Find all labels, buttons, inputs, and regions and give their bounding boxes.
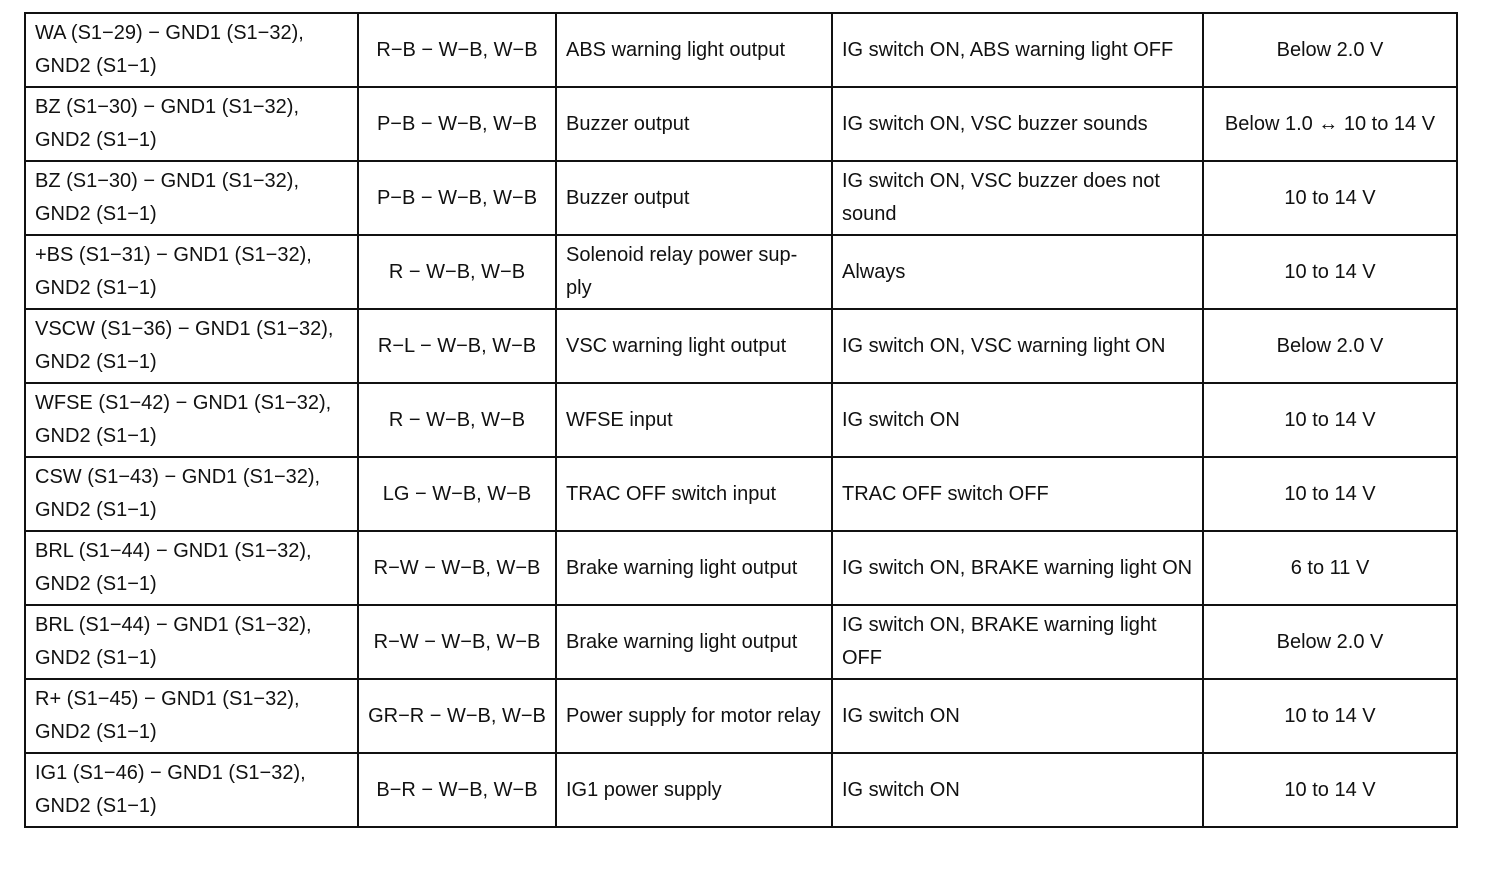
wiring-color-cell: R−W − W−B, W−B bbox=[358, 605, 556, 679]
description-cell: Brake warning light output bbox=[556, 531, 832, 605]
wiring-color-cell: B−R − W−B, W−B bbox=[358, 753, 556, 827]
wiring-color-cell: P−B − W−B, W−B bbox=[358, 87, 556, 161]
condition-cell: IG switch ON, VSC warning light ON bbox=[832, 309, 1203, 383]
terminal-spec-table bbox=[24, 12, 1458, 828]
condition-cell: IG switch ON, BRAKE warning light OFF bbox=[832, 605, 1203, 679]
condition-cell: IG switch ON, ABS warning light OFF bbox=[832, 13, 1203, 87]
wiring-color-cell: R − W−B, W−B bbox=[358, 235, 556, 309]
specified-condition-cell: 10 to 14 V bbox=[1203, 457, 1457, 531]
table-row bbox=[25, 457, 1457, 531]
description-cell: Buzzer output bbox=[556, 87, 832, 161]
wiring-color-cell: LG − W−B, W−B bbox=[358, 457, 556, 531]
table-row bbox=[25, 87, 1457, 161]
specified-condition-cell: 10 to 14 V bbox=[1203, 383, 1457, 457]
terminal-cell: VSCW (S1−36) − GND1 (S1−32), GND2 (S1−1) bbox=[25, 309, 358, 383]
wiring-color-cell: R−B − W−B, W−B bbox=[358, 13, 556, 87]
specified-condition-cell: 10 to 14 V bbox=[1203, 753, 1457, 827]
description-cell: ABS warning light output bbox=[556, 13, 832, 87]
condition-cell: IG switch ON, VSC buzzer does not sound bbox=[832, 161, 1203, 235]
terminal-cell: +BS (S1−31) − GND1 (S1−32), GND2 (S1−1) bbox=[25, 235, 358, 309]
description-cell: TRAC OFF switch input bbox=[556, 457, 832, 531]
terminal-cell: BRL (S1−44) − GND1 (S1−32), GND2 (S1−1) bbox=[25, 531, 358, 605]
specified-condition-cell: Below 1.0 ↔ 10 to 14 V bbox=[1203, 87, 1457, 161]
specified-condition-cell: Below 2.0 V bbox=[1203, 309, 1457, 383]
specified-condition-cell: 10 to 14 V bbox=[1203, 235, 1457, 309]
terminal-cell: BRL (S1−44) − GND1 (S1−32), GND2 (S1−1) bbox=[25, 605, 358, 679]
condition-cell: IG switch ON bbox=[832, 679, 1203, 753]
specified-condition-cell: 10 to 14 V bbox=[1203, 679, 1457, 753]
terminal-cell: R+ (S1−45) − GND1 (S1−32), GND2 (S1−1) bbox=[25, 679, 358, 753]
table-row bbox=[25, 753, 1457, 827]
table-body bbox=[25, 13, 1457, 827]
table-row bbox=[25, 235, 1457, 309]
terminal-cell: CSW (S1−43) − GND1 (S1−32), GND2 (S1−1) bbox=[25, 457, 358, 531]
table-row bbox=[25, 161, 1457, 235]
description-cell: Power supply for motor relay bbox=[556, 679, 832, 753]
condition-cell: IG switch ON bbox=[832, 383, 1203, 457]
table-row bbox=[25, 605, 1457, 679]
condition-cell: IG switch ON, VSC buzzer sounds bbox=[832, 87, 1203, 161]
condition-cell: IG switch ON bbox=[832, 753, 1203, 827]
terminal-cell: BZ (S1−30) − GND1 (S1−32), GND2 (S1−1) bbox=[25, 161, 358, 235]
description-cell: VSC warning light output bbox=[556, 309, 832, 383]
wiring-color-cell: R − W−B, W−B bbox=[358, 383, 556, 457]
table-row bbox=[25, 13, 1457, 87]
condition-cell: IG switch ON, BRAKE warning light ON bbox=[832, 531, 1203, 605]
specified-condition-cell: Below 2.0 V bbox=[1203, 605, 1457, 679]
table-row bbox=[25, 531, 1457, 605]
wiring-color-cell: R−W − W−B, W−B bbox=[358, 531, 556, 605]
specified-condition-cell: 6 to 11 V bbox=[1203, 531, 1457, 605]
table-row bbox=[25, 383, 1457, 457]
description-cell: Brake warning light output bbox=[556, 605, 832, 679]
description-cell: Solenoid relay power sup-ply bbox=[556, 235, 832, 309]
wiring-color-cell: P−B − W−B, W−B bbox=[358, 161, 556, 235]
specified-condition-cell: 10 to 14 V bbox=[1203, 161, 1457, 235]
terminal-cell: BZ (S1−30) − GND1 (S1−32), GND2 (S1−1) bbox=[25, 87, 358, 161]
description-cell: WFSE input bbox=[556, 383, 832, 457]
wiring-color-cell: GR−R − W−B, W−B bbox=[358, 679, 556, 753]
table-row bbox=[25, 309, 1457, 383]
condition-cell: TRAC OFF switch OFF bbox=[832, 457, 1203, 531]
terminal-cell: IG1 (S1−46) − GND1 (S1−32), GND2 (S1−1) bbox=[25, 753, 358, 827]
wiring-color-cell: R−L − W−B, W−B bbox=[358, 309, 556, 383]
terminal-cell: WFSE (S1−42) − GND1 (S1−32), GND2 (S1−1) bbox=[25, 383, 358, 457]
description-cell: IG1 power supply bbox=[556, 753, 832, 827]
description-cell: Buzzer output bbox=[556, 161, 832, 235]
specified-condition-cell: Below 2.0 V bbox=[1203, 13, 1457, 87]
terminal-cell: WA (S1−29) − GND1 (S1−32), GND2 (S1−1) bbox=[25, 13, 358, 87]
table-row bbox=[25, 679, 1457, 753]
condition-cell: Always bbox=[832, 235, 1203, 309]
